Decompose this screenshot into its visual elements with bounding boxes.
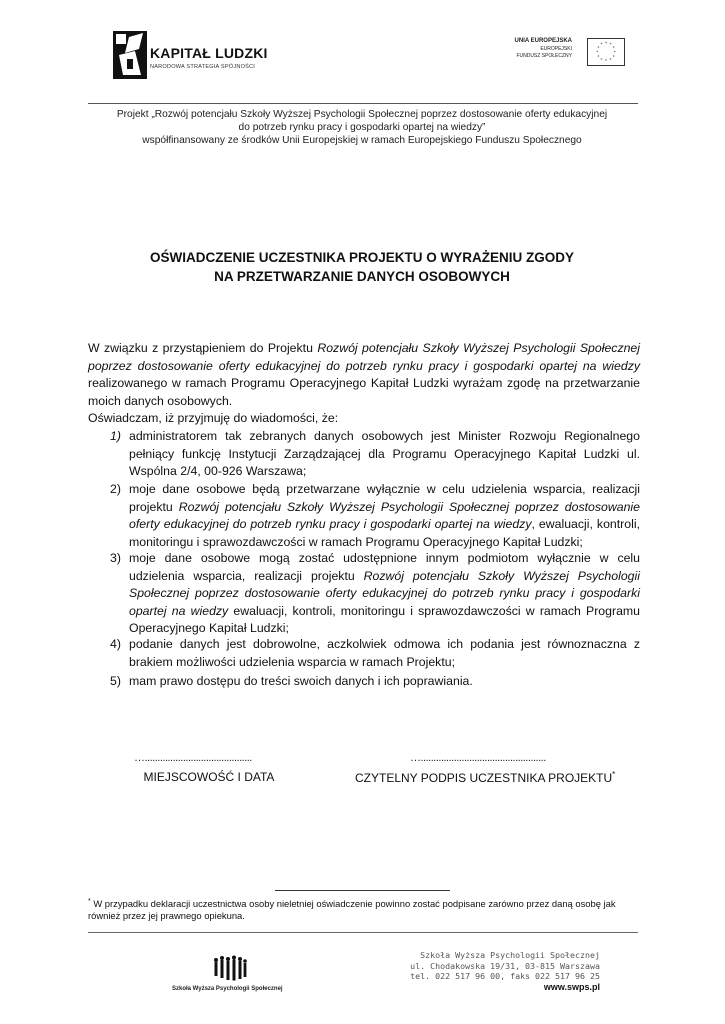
list-item-number: 5) <box>110 674 121 688</box>
eu-title: UNIA EUROPEJSKA <box>514 38 572 44</box>
intro-part-1: W związku z przystąpieniem do Projektu <box>88 341 318 355</box>
eu-logo <box>510 38 625 68</box>
svg-text:*: * <box>596 49 599 55</box>
svg-text:*: * <box>605 58 607 64</box>
project-header-line-3: współfinansowany ze środków Unii Europejskiej w ramach Europejskiego Funduszu Społecznego <box>142 135 582 146</box>
swps-figures-icon <box>212 955 248 983</box>
project-header-line-1: Projekt „Rozwój potencjału Szkoły Wyższej Psychologii Społecznej poprzez dostosowanie oferty edukacyjnej <box>116 109 608 120</box>
list-item-text-a: moje dane osobowe mogą zostać udostępnione innym podmiotom wyłącznie w celu udzielenia wsparcia, realizacji projektu <box>129 551 640 583</box>
svg-text:*: * <box>600 57 603 63</box>
footnote-text: W przypadku deklaracji uczestnictwa osoby nieletniej oświadczenie powinno zostać podpisane zarówno przez daną osobę jak również przez jej prawnego opiekuna. <box>88 898 616 922</box>
footnote <box>88 896 640 922</box>
kapital-ludzki-subtitle: NARODOWA STRATEGIA SPÓJNOŚCI <box>150 64 256 70</box>
footer-divider <box>88 932 638 933</box>
list-item-text-a: moje dane osobowe będą przetwarzane wyłącznie w celu udzielenia wsparcia, realizacji projektu <box>129 482 640 514</box>
header-divider <box>88 103 638 104</box>
svg-text:*: * <box>609 42 612 48</box>
svg-text:*: * <box>597 54 600 60</box>
list-item-text <box>129 481 640 551</box>
intro-paragraph <box>88 340 640 410</box>
signature-line: …................................................. <box>410 752 546 764</box>
svg-text:*: * <box>612 45 615 51</box>
document-title <box>88 248 636 286</box>
svg-text:*: * <box>605 41 607 46</box>
swps-logo <box>172 955 282 997</box>
document-title-line-2: NA PRZETWARZANIE DANYCH OSOBOWYCH <box>214 269 510 284</box>
list-item-number: 1) <box>110 429 121 443</box>
footnote-reference: * <box>612 770 616 779</box>
eu-logo-text <box>515 38 572 61</box>
document-title-line-1: OŚWIADCZENIE UCZESTNIKA PROJEKTU O WYRAŻENIU ZGODY <box>149 250 574 265</box>
footer-address <box>400 950 600 992</box>
svg-text:*: * <box>612 54 615 60</box>
signature-label <box>355 770 615 785</box>
svg-text:*: * <box>600 42 603 48</box>
place-date-line: ….......................................... <box>134 752 252 764</box>
declaration-lead: Oświadczam, iż przyjmuję do wiadomości, że: <box>88 411 339 425</box>
list-item-text-c: , ewaluacji, kontroli, monitoringu i sprawozdawczości w ramach Programu Operacyjnego Kapitał Ludzki; <box>129 517 640 549</box>
footnote-separator <box>275 890 450 891</box>
list-item-text-c: ewaluacji, kontroli, monitoringu i sprawozdawczości w ramach Programu Operacyjnego Kapitał Ludzki; <box>129 603 641 635</box>
kapital-ludzki-emblem-icon <box>113 31 147 79</box>
footer-address-line-3: tel. 022 517 96 00, faks 022 517 96 25 <box>410 971 600 981</box>
project-header-line-2: do potrzeb rynku pracy i gospodarki opartej na wiedzy” <box>238 122 486 133</box>
eu-flag-icon <box>587 38 625 66</box>
list-item-text: mam prawo dostępu do treści swoich danych i ich poprawiania. <box>129 674 473 688</box>
eu-line-1: EUROPEJSKI <box>540 45 572 52</box>
footer-address-line-2: ul. Chodakowska 19/31, 03-815 Warszawa <box>410 960 600 971</box>
signature-label-text: CZYTELNY PODPIS UCZESTNIKA PROJEKTU <box>355 771 613 785</box>
eu-line-2: FUNDUSZ SPOŁECZNY <box>516 53 572 59</box>
place-date-label: MIEJSCOWOŚĆ I DATA <box>143 770 275 784</box>
list-item-number: 2) <box>110 482 121 496</box>
list-item-number: 3) <box>110 551 121 565</box>
svg-text:*: * <box>597 45 600 51</box>
kapital-ludzki-title: KAPITAŁ LUDZKI <box>150 45 268 61</box>
svg-text:*: * <box>609 57 612 63</box>
list-item-text <box>129 550 640 638</box>
list-item-project-name: Rozwój potencjału Szkoły Wyższej Psychologii Społecznej poprzez dostosowanie oferty edukacyjnej do potrzeb rynku pracy i gospodarki opartej na wiedzy <box>129 499 640 531</box>
intro-project-name: Rozwój potencjału Szkoły Wyższej Psychologii Społecznej poprzez dostosowanie oferty edukacyjnej do potrzeb rynku pracy i gospodarki opartej na wiedzy <box>88 341 641 373</box>
kapital-ludzki-logo <box>113 31 293 81</box>
list-item-text: podanie danych jest dobrowolne, aczkolwiek odmowa ich podania jest równoznaczna z brakiem możliwości udzielenia wsparcia w ramach Projektu; <box>129 637 640 669</box>
footer-website-link[interactable]: www.swps.pl <box>543 981 600 992</box>
list-item-number: 4) <box>110 637 121 651</box>
footer-address-line-1: Szkoła Wyższa Psychologii Społecznej <box>420 950 600 960</box>
svg-text:*: * <box>613 49 616 55</box>
project-header <box>88 108 636 147</box>
footnote-mark: * <box>88 898 91 905</box>
swps-logo-text: Szkoła Wyższa Psychologii Społecznej <box>172 986 283 992</box>
list-item-project-name: Rozwój potencjału Szkoły Wyższej Psychologii Społecznej poprzez dostosowanie oferty edukacyjnej do potrzeb rynku pracy i gospodarki opartej na wiedzy <box>129 568 640 618</box>
intro-part-2: realizowanego w ramach Programu Operacyjnego Kapitał Ludzki wyrażam zgodę na przetwarzanie moich danych osobowych. <box>88 376 640 408</box>
list-item-text: administratorem tak zebranych danych osobowych jest Minister Rozwoju Regionalnego pełniący funkcję Instytucji Zarządzającej dla Programu Operacyjnego Kapitał Ludzki ul. Wspólna 2/4, 00-926 Warszawa; <box>129 429 640 478</box>
